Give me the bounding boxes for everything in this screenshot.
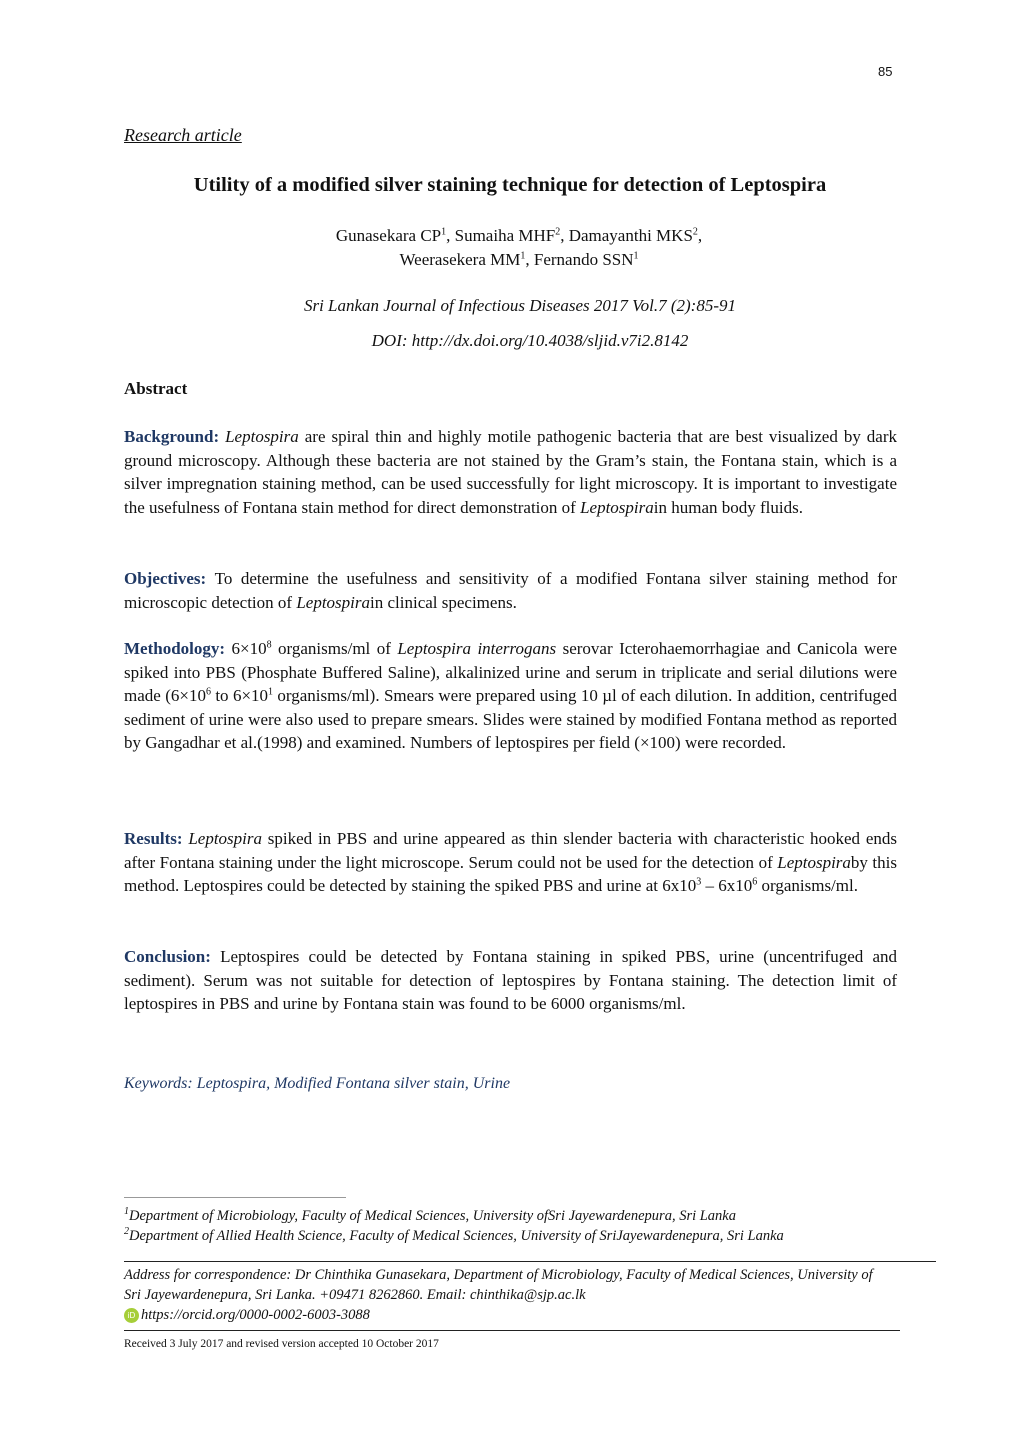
text-run: are spiral thin and highly motile pathogenic bacteria that are best visualized by dark ground microscopy. Although these bacteria are not stained by the Gram’s stain, the Fontana stain, which is a silver impregnation staining method, can be used successfully for light microscopy. It is important to investigate the usefulness of Fontana stain method for direct demonstration of [124,427,897,517]
superscript: 2 [692,226,698,238]
text-run: to 6×10 [210,686,269,706]
superscript: 1 [268,686,274,698]
text-run: Department of Allied Health Science, Faculty of Medical Sciences, University of SriJayewardenepura, Sri Lanka [129,1228,784,1244]
text-run: Department of Microbiology, Faculty of Medical Sciences, University ofSri Jayewardenepura, Sri Lanka [129,1208,736,1224]
conclusion-paragraph [124,945,897,1016]
superscript: 2 [555,226,561,238]
text-run: 6×10 [231,639,267,658]
orcid-link[interactable]: https://orcid.org/0000-0002-6003-3088 [141,1307,370,1323]
orcid-icon: iD [124,1308,139,1323]
superscript: 8 [266,639,272,651]
keywords: Keywords: Leptospira, Modified Fontana silver stain, Urine [124,1075,511,1092]
superscript: 2 [124,1226,129,1238]
doi[interactable]: DOI: http://dx.doi.org/10.4038/sljid.v7i2.8142 [371,331,689,350]
section-label: Results: [124,829,189,848]
text-run: spiked in PBS and urine appeared as thin slender bacteria with characteristic hooked ends after Fontana staining under the light microscope. Serum could not be used for the detection of [124,829,897,872]
text-run: in human body fluids. [653,497,803,517]
section-label: Methodology: [124,639,232,658]
italic-term: Leptospira [296,592,370,612]
italic-term: Leptospira interrogans [397,639,557,658]
superscript: 1 [124,1206,129,1218]
italic-term: Leptospira [188,829,263,848]
authors [0,224,1020,272]
superscript: 1 [633,250,639,262]
italic-term: Leptospira [777,852,851,872]
superscript: 6 [205,686,211,698]
divider [124,1330,900,1331]
text-run: organisms/ml of [271,639,398,658]
orcid-line [124,1306,884,1326]
text-run: , Damayanthi MKS [560,226,693,245]
article-type: Research article [124,125,242,145]
section-label: Objectives: [124,569,215,588]
paper-title: Utility of a modified silver staining technique for detection of Leptospira [193,174,827,196]
objectives-paragraph [124,567,897,614]
text-run: Weerasekera MM [399,250,521,269]
italic-term: Leptospira [580,497,654,517]
text-run: organisms/ml). Smears were prepared using 10 µl of each dilution. In addition, centrifuged sediment of urine were also used to prepare smears. Slides were stained by modified Fontana method as reported by Gangadhar et al.(1998) and examined. Numbers of leptospires per field (×100) were recorded. [124,686,898,753]
background-paragraph [124,425,897,519]
text-run: , [697,226,703,245]
section-label: Conclusion: [124,947,221,966]
footnote-separator [124,1197,346,1198]
abstract-heading: Abstract [124,379,188,398]
received-date: Received 3 July 2017 and revised version accepted 10 October 2017 [124,1338,439,1350]
text-run: serovar Icterohaemorrhagiae and Canicola were spiked into PBS (Phosphate Buffered Saline), alkalinized urine and serum in triplicate and serial dilutions were made (6×10 [124,639,898,706]
divider [124,1261,936,1262]
superscript: 1 [441,226,447,238]
page-number: 85 [878,64,893,79]
affiliation-1 [124,1207,884,1227]
text-run: Leptospires could be detected by Fontana staining in spiked PBS, urine (uncentrifuged and sediment). Serum was not suitable for detection of leptospires by Fontana staining. The detection limit of leptospires in PBS and urine by Fontana stain was found to be 6000 organisms/ml. [124,947,897,1014]
text-run: – 6x10 [701,876,753,896]
text-run: in clinical specimens. [370,592,517,612]
authors-line-2 [18,248,1020,272]
results-paragraph [124,827,897,898]
superscript: 3 [696,876,702,888]
journal-citation: Sri Lankan Journal of Infectious Diseases 2017 Vol.7 (2):85-91 [303,296,737,315]
text-run: To determine the usefulness and sensitivity of a modified Fontana silver staining method for microscopic detection of [124,569,897,612]
text-run: organisms/ml. [757,876,858,896]
section-label: Background: [124,427,226,446]
affiliation-2 [124,1227,884,1247]
methodology-paragraph [124,637,897,755]
correspondence-address: Address for correspondence: Dr Chinthika Gunasekara, Department of Microbiology, Faculty of Medical Sciences, University of Sri Jayewardenepura, Sri Lanka. +09471 8262860. Email: chinthika@sjp.ac.lk [124,1267,873,1303]
superscript: 6 [752,876,758,888]
text-run: , Fernando SSN [525,250,634,269]
text-run: by this method. Leptospires could be detected by staining the spiked PBS and urine at 6x10 [124,852,897,896]
authors-line-1 [18,224,1020,248]
superscript: 1 [520,250,526,262]
italic-term: Leptospira [225,427,299,446]
text-run: Gunasekara CP [335,226,442,245]
text-run: , Sumaiha MHF [446,226,556,245]
